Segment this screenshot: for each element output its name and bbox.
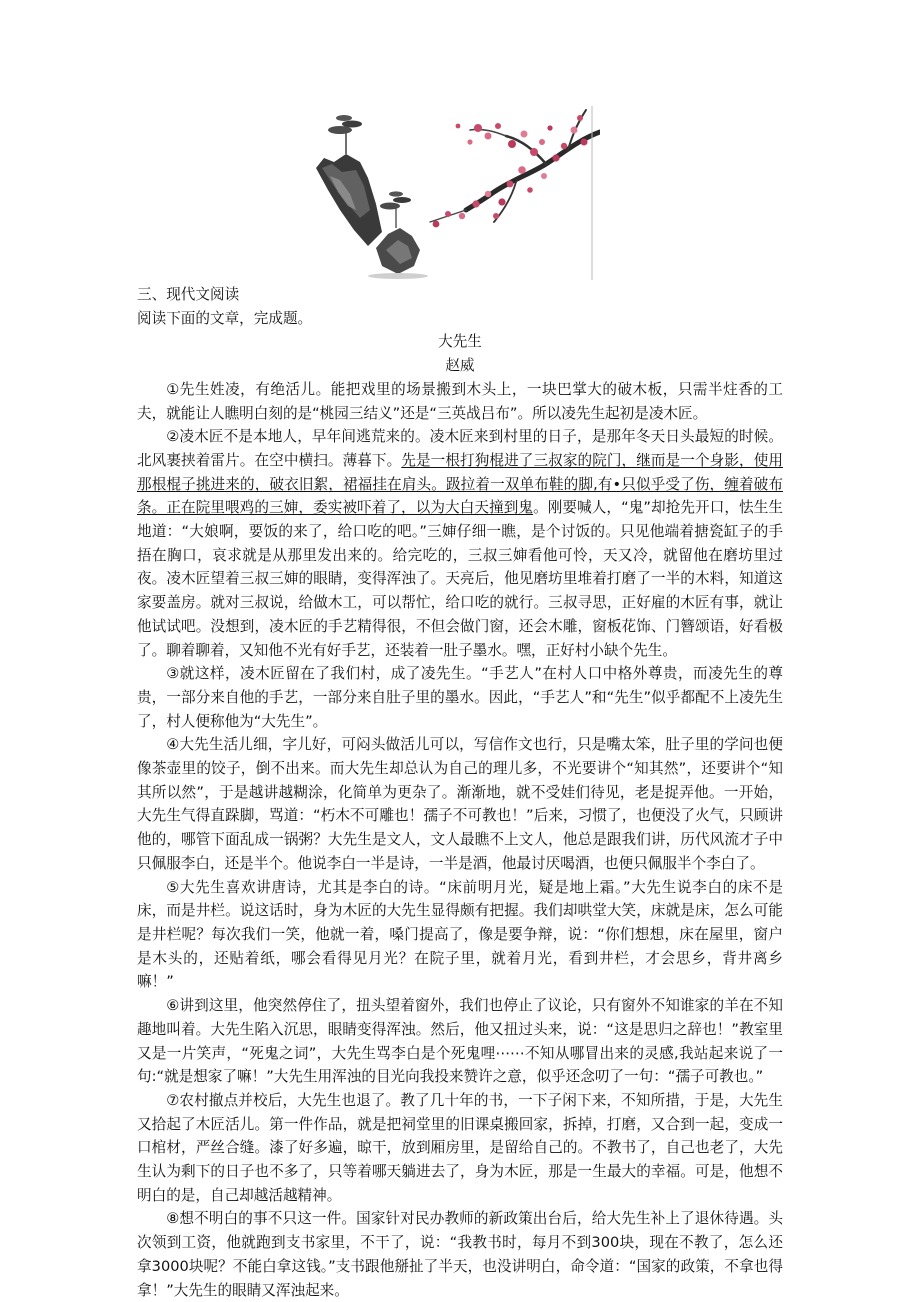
paragraph-8: ⑧想不明白的事不只这一件。国家针对民办教师的新政策出台后，给大先生补上了退休待遇。头次领到工资，他就跑到支书家里，不干了，说：“我教书时，每月不到300块，现在不教了，怎么还拿3000块呢？不能白拿这钱。”支书跟他掰扯了半天，也没讲明白，命令道：“国家的政策，不拿也得拿！”大先生的眼睛又浑浊起来。 (137, 1210, 783, 1299)
ink-painting-illustration (316, 106, 600, 280)
instruction-text: 阅读下面的文章，完成题。 (137, 309, 313, 327)
paragraph-1: ①先生姓凌，有绝活儿。能把戏里的场景搬到木头上，一块巴掌大的破木板，只需半炷香的工夫，就能让人瞧明白刻的是“桃园三结义”还是“三英战吕布”。所以凌先生起初是凌木匠。 (137, 380, 783, 422)
paragraph-5: ⑤大先生喜欢讲唐诗，尤其是李白的诗。“床前明月光，疑是地上霜。”大先生说李白的床不是床，而是井栏。说这话时，身为木匠的大先生显得颇有把握。我们却哄堂大笑，床就是床，怎么可能是井栏呢？每次我们一笑，他就一着，嗓门提高了，像是要争辩，说：“你们想想，床在屋里，窗户是木头的，还贴着纸，哪会看得见月光？在院子里，就着月光，看到井栏，才会思乡，背井离乡嘛！” (137, 878, 783, 991)
paragraph-2 (137, 425, 783, 662)
paragraph-6: ⑥讲到这里，他突然停住了，扭头望着窗外，我们也停止了议论，只有窗外不知谁家的羊在不知趣地叫着。大先生陷入沉思，眼睛变得浑浊。然后，他又扭过头来，说：“这是思归之辞也！”教室里又是一片笑声，“死鬼之词”，大先生骂李白是个死鬼哩⋯⋯不知从哪冒出来的灵感,我站起来说了一句:“就是想家了嘛！”大先生用浑浊的目光向我投来赞许之意，似乎还念叨了一句：“孺子可教也。” (137, 997, 783, 1086)
plum-blossoms-icon (433, 115, 588, 227)
paragraph-2-end: 。刚要喊人，“鬼”却抢先开口，怯生生地道：“大娘啊，要饭的来了，给口吃的吧。”三婶仔细一瞧，是个讨饭的。只见他端着搪瓷缸子的手捂在胸口，哀求就是从那里发出来的。给完吃的，三叔三婶看他可怜，天又冷，就留他在磨坊里过夜。凌木匠望着三叔三婶的眼睛，变得浑浊了。天亮后，他见磨坊里堆着打磨了一半的木料，知道这家要盖房。就对三叔说，给做木工，可以帮忙，给口吃的就行。三叔寻思，正好雇的木匠有事，就让他试试吧。没想到，凌木匠的手艺精得很，不但会做门窗，还会木雕，窗板花饰、门簪颂语，好看极了。聊着聊着，又知他不光有好手艺，还装着一肚子墨水。嘿，正好村小缺个先生。 (137, 499, 783, 659)
mountain-rocks-icon (316, 154, 428, 279)
paragraph-4: ④大先生活儿细，字儿好，可闷头做活儿可以，写信作文也行，只是嘴太笨，肚子里的学问也便像茶壶里的饺子，倒不出来。而大先生却总认为自己的理儿多，不光要讲个“知其然”，还要讲个“知其所以然”，于是越讲越糊涂，化简单为更杂了。渐渐地，就不受娃们待见，老是捉弄他。一开始，大先生气得直跺脚，骂道：“朽木不可雕也！孺子不可教也！”后来，习惯了，也便没了火气，只顾讲他的，哪管下面乱成一锅粥？大先生是文人，文人最瞧不上文人，他总是跟我们讲，历代风流才子中只佩服李白，还是半个。他说李白一半是诗，一半是酒，他最讨厌喝酒，也便只佩服半个李白了。 (137, 736, 783, 872)
paragraph-2-start: ②凌木匠不是本地人，早年间逃荒来的。凌木匠来到村里的日子，是那年冬天日头最短的时候。北风裹挟着雷片。在空中横扫。薄暮下。 (137, 428, 783, 469)
article-author: 赵威 (445, 357, 475, 375)
section-heading: 三、现代文阅读 (137, 286, 240, 303)
paragraph-3: ③就这样，凌木匠留在了我们村，成了凌先生。“手艺人”在村人口中格外尊贵，而凌先生的尊贵，一部分来自他的手艺，一部分来自肚子里的墨水。因此，“手艺人”和“先生”似乎都配不上凌先生了，村人便称他为“大先生”。 (137, 665, 783, 730)
article-area (137, 283, 783, 1302)
paragraph-7: ⑦农村撤点并校后，大先生也退了。教了几十年的书，一下子闲下来，不知所措，于是，大先生又拾起了木匠活儿。第一件作品，就是把祠堂里的旧课桌搬回家，拆掉，打磨，又合到一起，变成一口棺材，严丝合缝。漆了好多遍，晾干，放到厢房里，是留给自己的。不教书了，自己也老了，大先生认为剩下的日子也不多了，只等着哪天躺进去了，身为木匠，那是一生最大的幸福。可是，他想不明白的是，自己却越活越精神。 (137, 1091, 783, 1204)
underlined-passage: 先是一根打狗棍进了三叔家的院门，继而是一个身影，使用那根棍子挑进来的，破衣旧絮，裙福挂在肩头。趿拉着一双单布鞋的脚,有•只似乎受了伤，缠着破布条。正在院里喂鸡的三婶，委实被吓着了，以为大白天撞到鬼 (137, 451, 783, 517)
article-title: 大先生 (438, 333, 482, 351)
